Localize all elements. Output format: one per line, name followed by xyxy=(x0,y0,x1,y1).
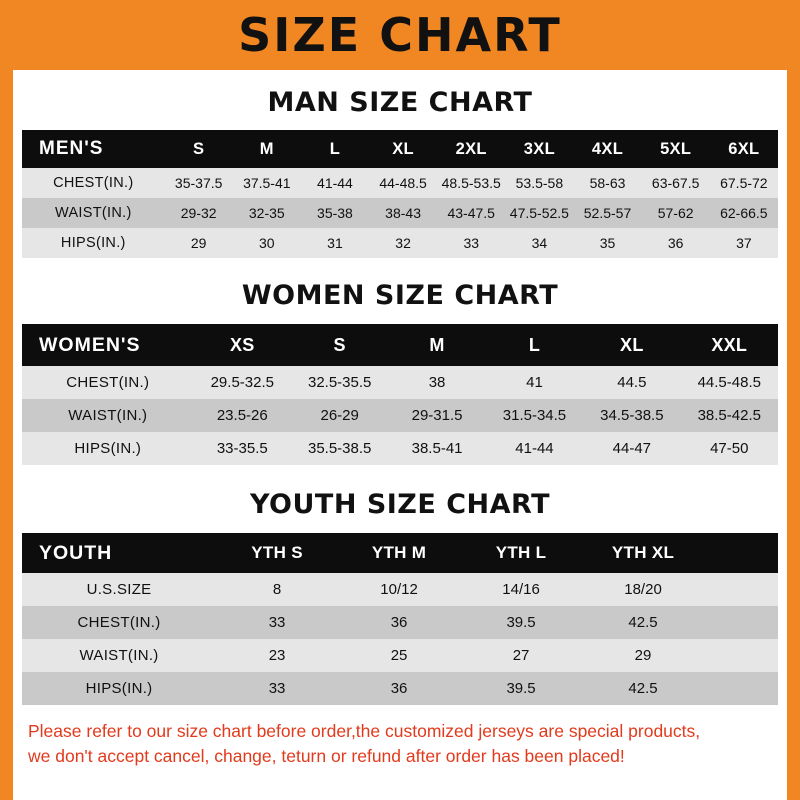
man-r2-c0: HIPS(IN.) xyxy=(60,235,126,251)
man-r2-c1: 29 xyxy=(190,235,207,251)
women-r1-c2: 26-29 xyxy=(320,407,359,424)
man-size-table xyxy=(22,130,778,258)
women-header-cell-2: S xyxy=(333,334,346,355)
women-r1-c4: 31.5-34.5 xyxy=(502,407,567,424)
women-r2-c1: 33-35.5 xyxy=(216,440,268,457)
man-table-header-row xyxy=(22,130,778,168)
table-row xyxy=(22,606,778,639)
man-section-title: MAN SIZE CHART xyxy=(267,87,533,118)
table-row xyxy=(22,573,778,606)
man-r2-c9: 37 xyxy=(736,235,752,251)
youth-r2-c4: 29 xyxy=(634,647,652,664)
women-header-cell-1: XS xyxy=(229,334,255,355)
women-header-cell-5: XL xyxy=(620,334,644,355)
women-r0-c5: 44.5 xyxy=(617,374,647,391)
youth-header-cell-4: YTH XL xyxy=(611,543,675,562)
man-r0-c9: 67.5-72 xyxy=(720,175,768,191)
man-r2-c7: 35 xyxy=(599,235,616,251)
footer-note-line-1: Please refer to our size chart before order,the customized jerseys are special products, xyxy=(28,721,701,741)
youth-r0-c0: U.S.SIZE xyxy=(86,581,152,598)
man-r1-c7: 52.5-57 xyxy=(583,205,632,221)
chart-content xyxy=(13,87,787,770)
man-r1-c0: WAIST(IN.) xyxy=(55,205,132,221)
man-header-cell-9: 6XL xyxy=(728,139,760,158)
man-header-cell-5: 2XL xyxy=(455,139,487,158)
youth-size-table xyxy=(22,533,778,705)
man-header-cell-7: 4XL xyxy=(591,139,624,158)
man-r1-c5: 43-47.5 xyxy=(447,205,495,221)
man-r1-c8: 57-62 xyxy=(657,205,694,221)
youth-r3-c5 xyxy=(704,672,778,705)
women-header-cell-4: L xyxy=(528,334,541,355)
table-row xyxy=(22,639,778,672)
man-header-cell-8: 5XL xyxy=(660,139,692,158)
youth-r3-c3: 39.5 xyxy=(506,680,536,697)
man-r1-c9: 62-66.5 xyxy=(720,205,768,221)
women-r0-c1: 29.5-32.5 xyxy=(210,374,274,391)
man-r2-c3: 31 xyxy=(327,235,343,251)
man-r1-c3: 35-38 xyxy=(317,205,353,221)
table-row xyxy=(22,399,778,432)
man-r2-c8: 36 xyxy=(667,235,684,251)
youth-r0-c1: 8 xyxy=(272,581,282,598)
youth-header-cell-1: YTH S xyxy=(251,543,303,562)
header-banner xyxy=(13,0,787,70)
table-row xyxy=(22,432,778,465)
man-r0-c1: 35-37.5 xyxy=(174,175,223,191)
women-r1-c0: WAIST(IN.) xyxy=(68,407,148,424)
man-r0-c6: 53.5-58 xyxy=(515,175,564,191)
women-r0-c2: 32.5-35.5 xyxy=(307,374,372,391)
youth-r0-c5 xyxy=(704,573,778,606)
women-r0-c4: 41 xyxy=(526,374,543,391)
women-r0-c6: 44.5-48.5 xyxy=(697,374,761,391)
man-header-cell-4: XL xyxy=(392,139,414,158)
man-r0-c4: 44-48.5 xyxy=(379,175,427,191)
man-r0-c3: 41-44 xyxy=(317,175,353,191)
women-r2-c0: HIPS(IN.) xyxy=(74,440,142,457)
youth-header-cell-3: YTH L xyxy=(495,543,547,562)
man-r2-c2: 30 xyxy=(259,235,275,251)
man-header-cell-1: S xyxy=(193,139,205,158)
women-r1-c1: 23.5-26 xyxy=(216,407,268,424)
women-section-title: WOMEN SIZE CHART xyxy=(241,280,559,311)
table-row xyxy=(22,366,778,399)
page-title: SIZE CHART xyxy=(238,8,562,62)
youth-r0-c3: 14/16 xyxy=(502,581,540,598)
youth-r1-c2: 36 xyxy=(390,614,408,631)
table-row xyxy=(22,228,778,258)
man-header-cell-2: M xyxy=(259,139,274,158)
youth-r3-c1: 33 xyxy=(268,680,286,697)
man-header-cell-6: 3XL xyxy=(523,139,555,158)
youth-r1-c3: 39.5 xyxy=(506,614,536,631)
women-table-header-row xyxy=(22,324,778,366)
youth-r2-c2: 25 xyxy=(390,647,408,664)
man-r1-c1: 29-32 xyxy=(180,205,217,221)
women-r0-c3: 38 xyxy=(428,374,446,391)
man-r0-c7: 58-63 xyxy=(589,175,626,191)
man-r1-c6: 47.5-52.5 xyxy=(509,205,569,221)
women-header-cell-6: XXL xyxy=(711,334,748,355)
youth-r1-c5 xyxy=(704,606,778,639)
youth-r1-c1: 33 xyxy=(268,614,286,631)
women-size-table xyxy=(22,324,778,465)
women-r2-c4: 41-44 xyxy=(515,440,554,457)
man-r0-c0: CHEST(IN.) xyxy=(53,175,134,191)
table-row xyxy=(22,198,778,228)
youth-r1-c4: 42.5 xyxy=(628,614,658,631)
man-header-cell-0: MEN'S xyxy=(39,138,104,159)
women-r0-c0: CHEST(IN.) xyxy=(66,374,150,391)
youth-r2-c0: WAIST(IN.) xyxy=(79,647,159,664)
man-r2-c4: 32 xyxy=(395,235,411,251)
women-r2-c2: 35.5-38.5 xyxy=(307,440,372,457)
youth-header-cell-blank xyxy=(704,533,778,573)
youth-table-header-row xyxy=(22,533,778,573)
man-r2-c6: 34 xyxy=(531,235,548,251)
table-row xyxy=(22,168,778,198)
man-r0-c2: 37.5-41 xyxy=(243,175,291,191)
man-r1-c4: 38-43 xyxy=(385,205,421,221)
youth-r1-c0: CHEST(IN.) xyxy=(77,614,161,631)
table-row xyxy=(22,672,778,705)
man-r0-c8: 63-67.5 xyxy=(651,175,700,191)
women-r2-c6: 47-50 xyxy=(710,440,749,457)
women-header-cell-0: WOMEN'S xyxy=(39,333,141,356)
youth-r0-c2: 10/12 xyxy=(380,581,418,598)
youth-r0-c4: 18/20 xyxy=(624,581,662,598)
footer-note-line-2: we don't accept cancel, change, teturn or refund after order has been placed! xyxy=(28,746,625,767)
man-r0-c5: 48.5-53.5 xyxy=(441,175,501,191)
women-header-cell-3: M xyxy=(429,334,445,355)
youth-r3-c0: HIPS(IN.) xyxy=(85,680,153,697)
women-r2-c5: 44-47 xyxy=(612,440,652,457)
youth-r3-c4: 42.5 xyxy=(628,680,658,697)
man-header-cell-3: L xyxy=(329,139,341,158)
women-r1-c5: 34.5-38.5 xyxy=(600,407,664,424)
man-r1-c2: 32-35 xyxy=(248,205,285,221)
footer-note xyxy=(28,719,772,770)
youth-r3-c2: 36 xyxy=(390,680,408,697)
man-r2-c5: 33 xyxy=(463,235,480,251)
youth-header-cell-0: YOUTH xyxy=(39,541,113,564)
youth-r2-c1: 23 xyxy=(268,647,286,664)
youth-r2-c5 xyxy=(704,639,778,672)
women-r2-c3: 38.5-41 xyxy=(411,440,463,457)
youth-r2-c3: 27 xyxy=(512,647,530,664)
youth-section-title: YOUTH SIZE CHART xyxy=(249,489,551,520)
youth-header-cell-2: YTH M xyxy=(371,543,427,562)
women-r1-c3: 29-31.5 xyxy=(411,407,463,424)
women-r1-c6: 38.5-42.5 xyxy=(697,407,761,424)
